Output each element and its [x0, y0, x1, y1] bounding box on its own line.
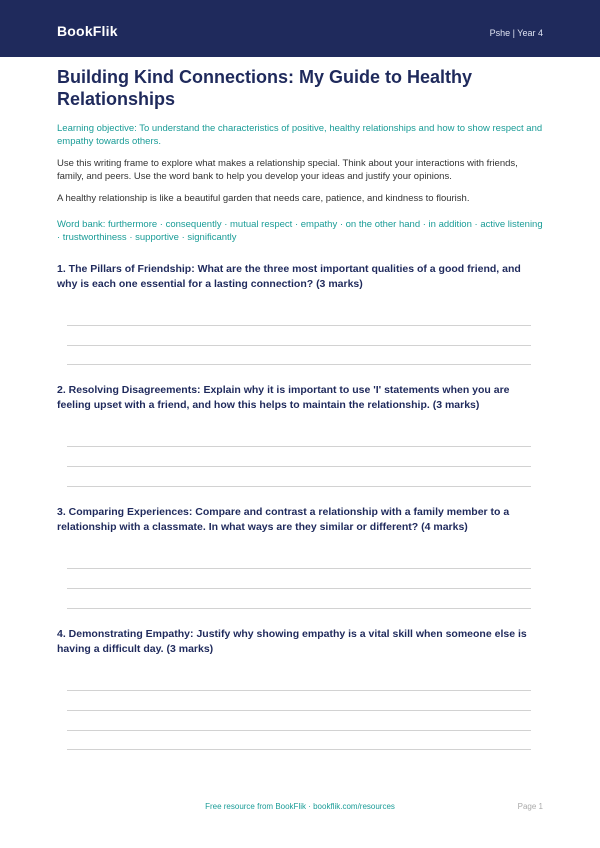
answer-line[interactable]: [67, 325, 531, 326]
word-bank: Word bank: furthermore · consequently · mutual respect · empathy · on the other hand · in addition · active listening · trustworthiness · supportive · significantly: [57, 219, 543, 243]
answer-line[interactable]: [67, 749, 531, 750]
page-number: Page 1: [517, 802, 543, 811]
question-3: 3. Comparing Experiences: Compare and contrast a relationship with a family member to a relationship with a classmate. In what ways are they similar or different? (4 marks): [57, 506, 510, 533]
intro-text: Use this writing frame to explore what makes a relationship special. Think about your interactions with friends, family, and peers. Use the word bank to help you develop your ideas and justify your opinions.: [57, 158, 518, 182]
answer-line[interactable]: [67, 710, 531, 711]
answer-line[interactable]: [67, 690, 531, 691]
page-title: Building Kind Connections: My Guide to Healthy Relationships: [57, 67, 472, 109]
answer-line[interactable]: [67, 364, 531, 365]
answer-line[interactable]: [67, 730, 531, 731]
question-4: 4. Demonstrating Empathy: Justify why showing empathy is a vital skill when someone else is having a difficult day. (3 marks): [57, 628, 527, 655]
page-header: [0, 0, 600, 57]
answer-line[interactable]: [67, 608, 531, 609]
brand-logo: BookFlik: [57, 23, 118, 39]
answer-line[interactable]: [67, 568, 531, 569]
learning-objective: Learning objective: To understand the characteristics of positive, healthy relationships and how to show respect and empathy towards others.: [57, 123, 543, 147]
question-2: 2. Resolving Disagreements: Explain why it is important to use 'I' statements when you are feeling upset with a friend, and how this helps to maintain the relationship. (3 marks): [57, 384, 510, 411]
answer-line[interactable]: [67, 486, 531, 487]
footer-link[interactable]: Free resource from BookFlik · bookflik.com/resources: [205, 802, 395, 811]
answer-line[interactable]: [67, 466, 531, 467]
garden-text: A healthy relationship is like a beautiful garden that needs care, patience, and kindness to flourish.: [57, 193, 470, 204]
answer-line[interactable]: [67, 345, 531, 346]
answer-line[interactable]: [67, 446, 531, 447]
question-1: 1. The Pillars of Friendship: What are the three most important qualities of a good friend, and why is each one essential for a lasting connection? (3 marks): [57, 263, 521, 290]
subject-year: Pshe | Year 4: [489, 28, 543, 38]
answer-line[interactable]: [67, 588, 531, 589]
